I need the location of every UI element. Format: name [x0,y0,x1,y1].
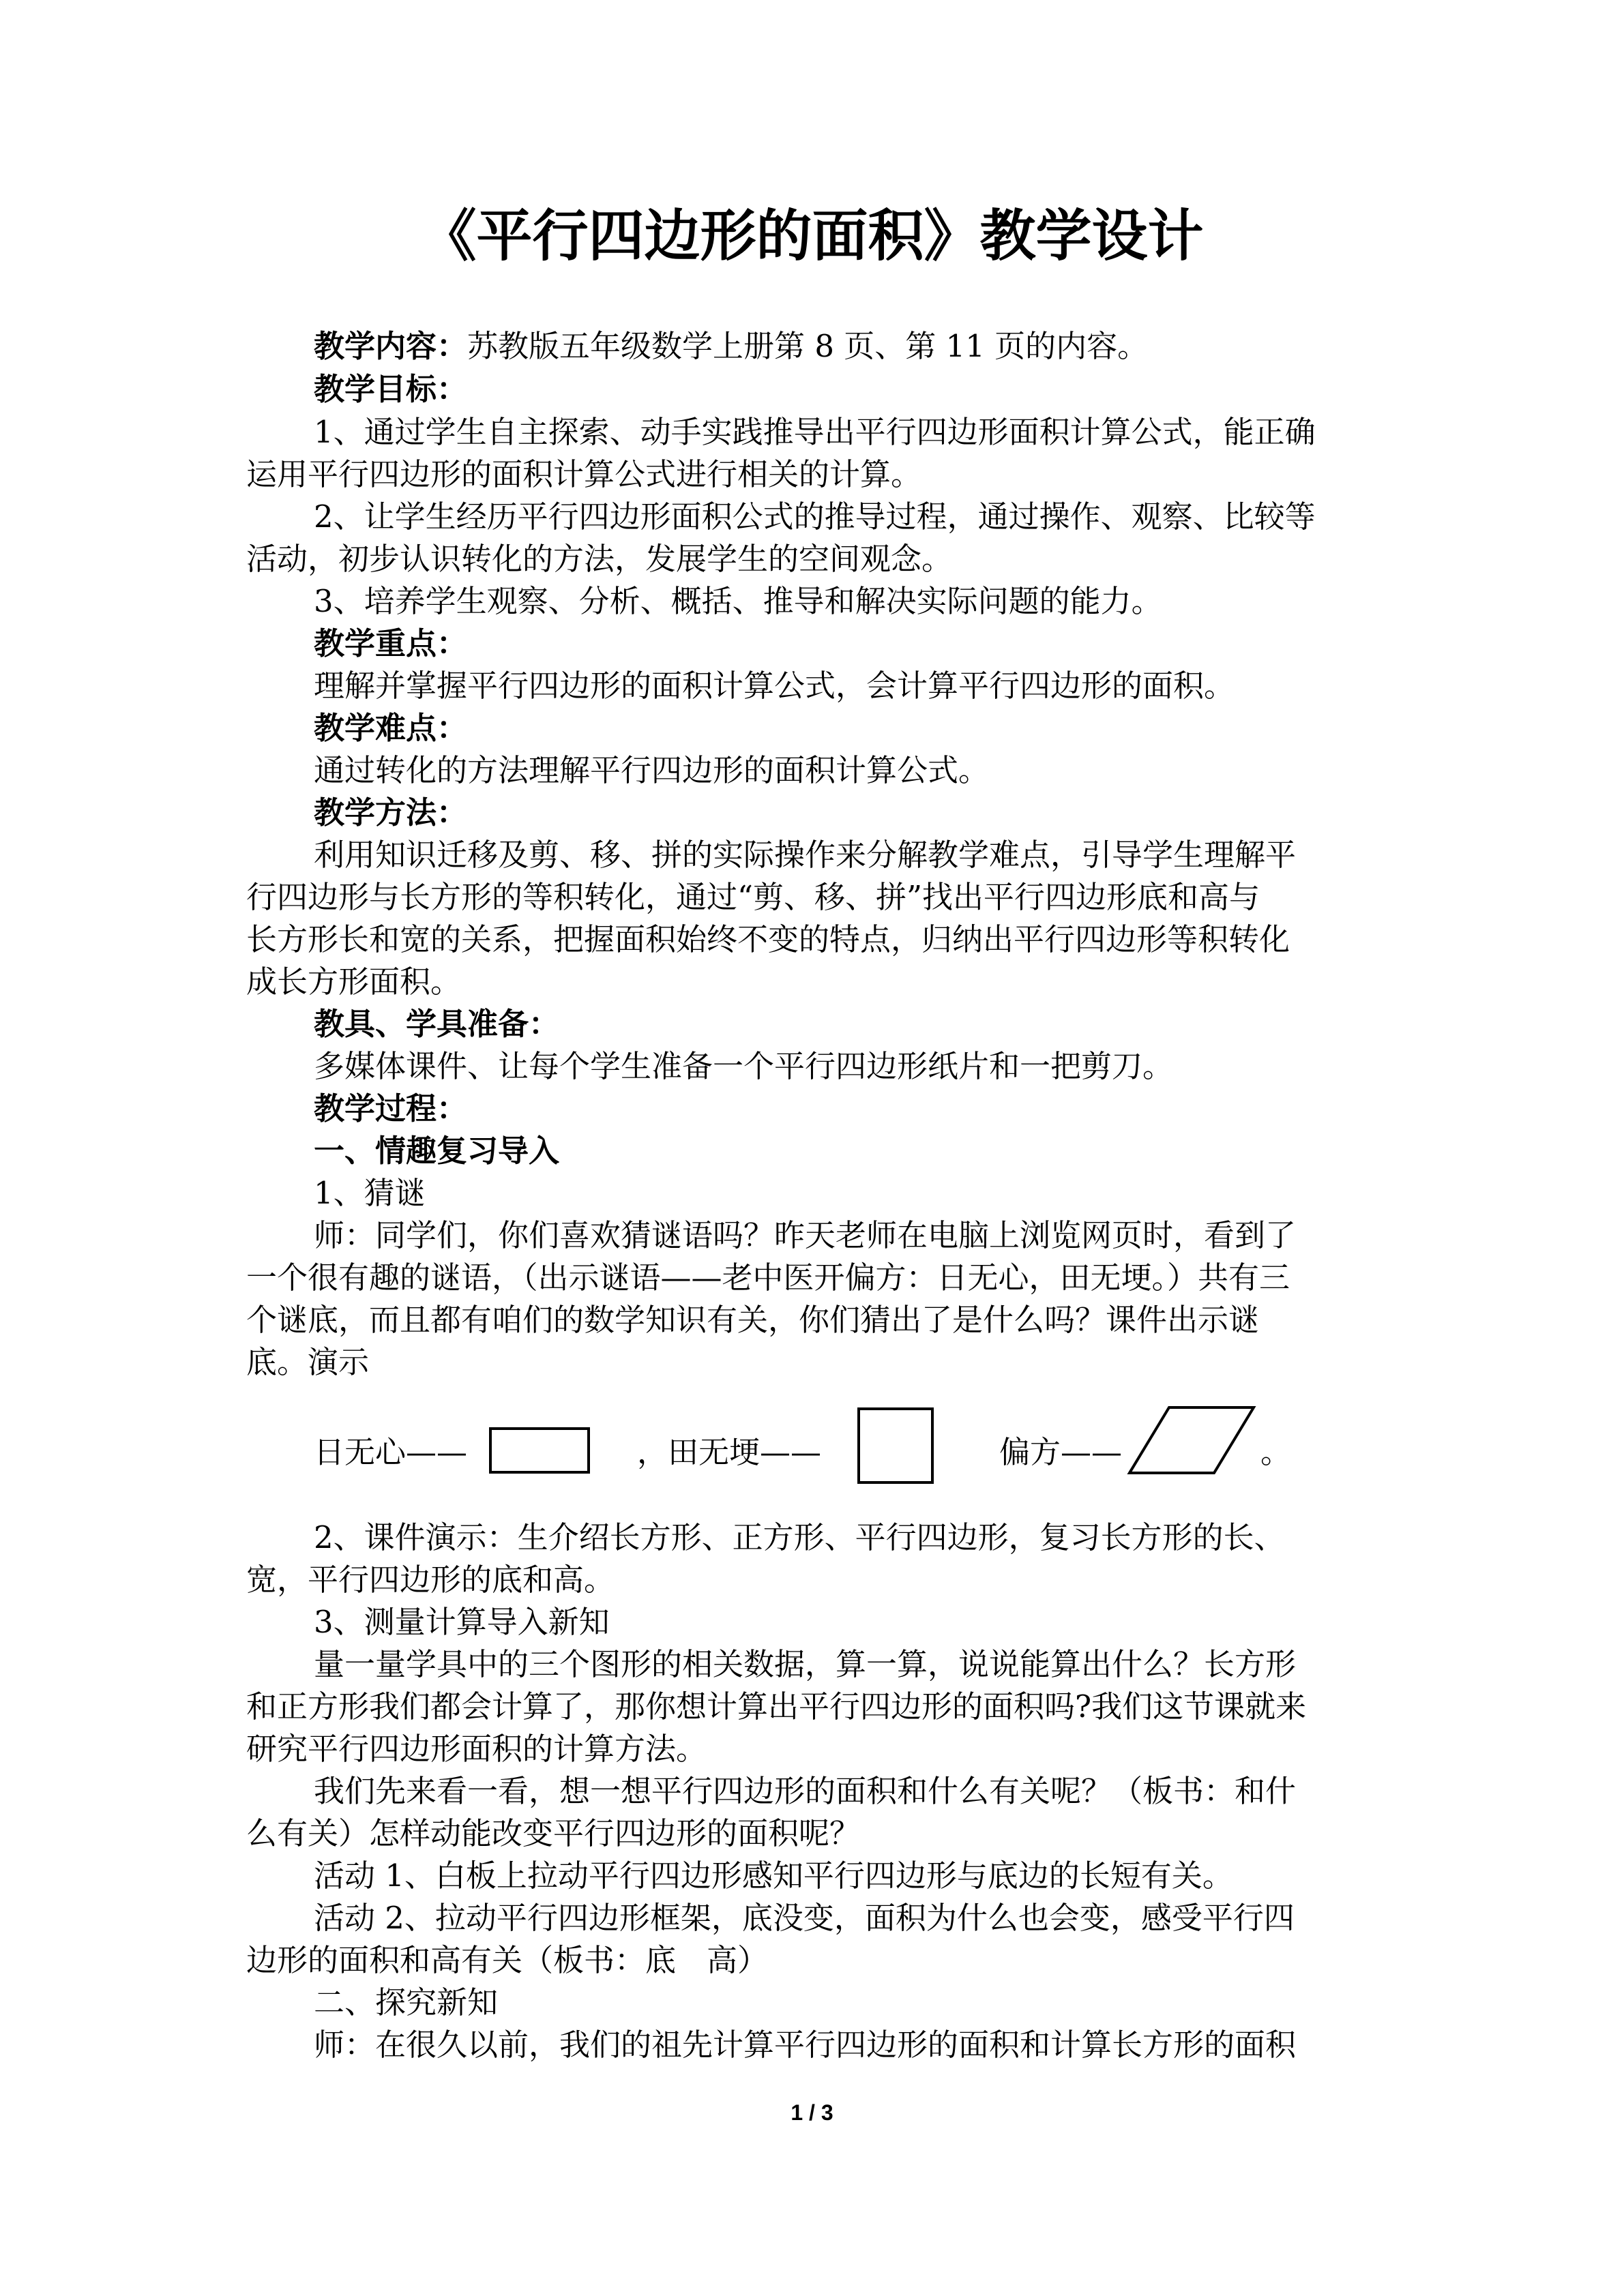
square-figure [857,1407,936,1486]
section1-title: 一、情趣复习导入 [314,1133,560,1169]
tools-label: 教具、学具准备： [314,1006,560,1042]
riddle-text-2: ，田无埂—— [637,1434,822,1470]
method-line4: 成长方形面积。 [246,964,462,1000]
process-label: 教学过程： [314,1090,468,1127]
riddle-text-1: 日无心—— [314,1434,468,1470]
key-label: 教学重点： [314,625,468,661]
goals-label: 教学目标： [314,371,468,407]
goal3-line: 3、培养学生观察、分析、概括、推导和解决实际问题的能力。 [314,583,1162,619]
goal1-line1: 1、通过学生自主探索、动手实践推导出平行四边形面积计算公式，能正确 [314,414,1316,450]
s1-item2-line2: 宽，平行四边形的底和高。 [246,1562,615,1598]
s1-para3-line2: 和正方形我们都会计算了，那你想计算出平行四边形的面积吗?我们这节课就来 [246,1688,1307,1725]
diff-label: 教学难点： [314,710,468,746]
parallelogram-figure [1127,1405,1258,1477]
s1-item3: 3、测量计算导入新知 [314,1604,610,1640]
goal2-line2: 活动，初步认识转化的方法，发展学生的空间观念。 [246,541,953,577]
s1-para1-line1: 师：同学们，你们喜欢猜谜语吗？昨天老师在电脑上浏览网页时，看到了 [314,1217,1297,1253]
diff-text: 通过转化的方法理解平行四边形的面积计算公式。 [314,752,990,788]
riddle-end: 。 [1260,1434,1292,1470]
tools-text: 多媒体课件、让每个学生准备一个平行四边形纸片和一把剪刀。 [314,1048,1174,1084]
rectangle-figure [488,1427,592,1476]
content-line [314,326,1148,367]
method-line1: 利用知识迁移及剪、移、拼的实际操作来分解教学难点，引导学生理解平 [314,837,1297,873]
content-label: 教学内容： [314,328,468,364]
goal2-line1: 2、让学生经历平行四边形面积公式的推导过程，通过操作、观察、比较等 [314,498,1316,535]
s1-para4-line2: 么有关）怎样动能改变平行四边形的面积呢？ [246,1815,861,1851]
s1-para3-line3: 研究平行四边形面积的计算方法。 [246,1731,707,1767]
s1-para1-line2: 一个很有趣的谜语，（出示谜语——老中医开偏方：日无心，田无埂。）共有三 [246,1259,1290,1296]
key-text: 理解并掌握平行四边形的面积计算公式，会计算平行四边形的面积。 [314,668,1235,704]
method-label: 教学方法： [314,794,468,831]
s1-item2-line1: 2、课件演示：生介绍长方形、正方形、平行四边形，复习长方形的长、 [314,1519,1285,1555]
s2-para1-line1: 师：在很久以前，我们的祖先计算平行四边形的面积和计算长方形的面积 [314,2027,1297,2063]
method-line3: 长方形长和宽的关系，把握面积始终不变的特点，归纳出平行四边形等积转化 [246,921,1290,957]
s1-para1-line3: 个谜底，而且都有咱们的数学知识有关，你们猜出了是什么吗？课件出示谜 [246,1302,1260,1338]
s1-para1-line4: 底。演示 [246,1344,370,1380]
method-line2: 行四边形与长方形的等积转化，通过“剪、移、拼”找出平行四边形底和高与 [246,879,1260,915]
document-title: 《平行四边形的面积》教学设计 [420,204,1204,269]
activity2-line2: 边形的面积和高有关（板书：底 高） [246,1942,769,1978]
section1-item1: 1、猜谜 [314,1175,426,1211]
page-number: 1 / 3 [791,2100,833,2125]
content-text: 苏教版五年级数学上册第 8 页、第 11 页的内容。 [467,328,1149,364]
riddle-text-3: 偏方—— [999,1434,1123,1470]
goal1-line2: 运用平行四边形的面积计算公式进行相关的计算。 [246,456,922,492]
s1-para4-line1: 我们先来看一看，想一想平行四边形的面积和什么有关呢？（板书：和什 [314,1773,1297,1809]
section2-title: 二、探究新知 [314,1984,499,2021]
s1-para3-line1: 量一量学具中的三个图形的相关数据，算一算，说说能算出什么？长方形 [314,1646,1297,1682]
activity2-line1: 活动 2、拉动平行四边形框架，底没变，面积为什么也会变，感受平行四 [314,1900,1295,1936]
activity1: 活动 1、白板上拉动平行四边形感知平行四边形与底边的长短有关。 [314,1858,1233,1894]
